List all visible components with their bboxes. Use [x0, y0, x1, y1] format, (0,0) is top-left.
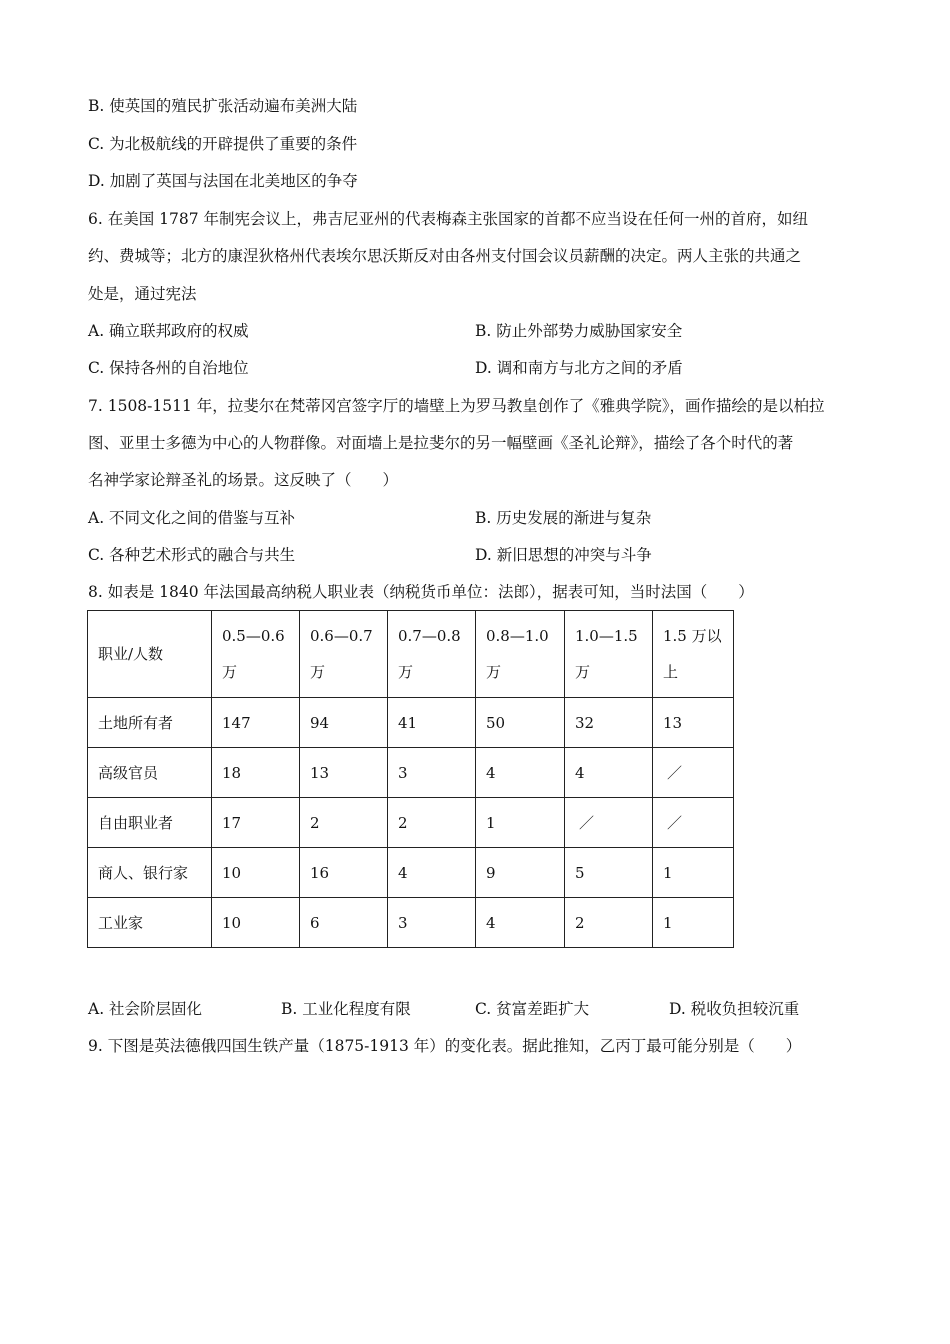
q7-options-row-2 [88, 545, 848, 565]
header-cell: 0.7—0.8 万 [388, 611, 476, 698]
q7-options-row-1 [88, 508, 848, 528]
q7-stem-line-2: 图、亚里士多德为中心的人物群像。对面墙上是拉斐尔的另一幅壁画《圣礼论辩》，描绘了各个时代的著 [88, 434, 794, 452]
table-cell: 工业家 [88, 898, 212, 948]
table-cell: 4 [565, 748, 653, 798]
q6-option-a: A. 确立联邦政府的权威 [88, 322, 249, 340]
table-header-row [88, 611, 734, 698]
table-cell: ／ [653, 748, 734, 798]
table-cell: ／ [565, 798, 653, 848]
table-cell: ／ [653, 798, 734, 848]
q7-stem-line-3: 名神学家论辩圣礼的场景。这反映了（ ） [88, 471, 399, 489]
q9-stem: 9. 下图是英法德俄四国生铁产量（1875-1913 年）的变化表。据此推知，乙丙丁最可能分别是（ ） [88, 1037, 802, 1055]
table-cell: 9 [476, 848, 565, 898]
q8-option-c: C. 贫富差距扩大 [475, 1000, 590, 1018]
table-cell: 1 [653, 848, 734, 898]
q6-options-row-2 [88, 358, 848, 378]
table-cell: 10 [212, 848, 300, 898]
table-cell: 16 [300, 848, 388, 898]
header-cell: 1.0—1.5 万 [565, 611, 653, 698]
table-cell: 17 [212, 798, 300, 848]
table-cell: 13 [653, 698, 734, 748]
header-cell: 1.5 万以上 [653, 611, 734, 698]
q8-option-a: A. 社会阶层固化 [88, 1000, 203, 1018]
table-cell: 2 [388, 798, 476, 848]
q8-options-row [88, 999, 848, 1019]
table-row [88, 698, 734, 748]
table-cell: 41 [388, 698, 476, 748]
table-cell: 5 [565, 848, 653, 898]
table-cell: 4 [476, 898, 565, 948]
table-cell: 94 [300, 698, 388, 748]
q8-option-b: B. 工业化程度有限 [281, 1000, 411, 1018]
q8-tax-table [87, 610, 734, 948]
q8-option-d: D. 税收负担较沉重 [669, 1000, 800, 1018]
q7-option-a: A. 不同文化之间的借鉴与互补 [88, 509, 296, 527]
q7-stem-line-1: 7. 1508-1511 年，拉斐尔在梵蒂冈宫签字厅的墙壁上为罗马教皇创作了《雅典学院》，画作描绘的是以柏拉 [88, 397, 825, 415]
table-cell: 2 [565, 898, 653, 948]
table-row [88, 748, 734, 798]
q6-options-row-1 [88, 321, 848, 341]
table-cell: 土地所有者 [88, 698, 212, 748]
q5-option-c: C. 为北极航线的开辟提供了重要的条件 [88, 135, 358, 153]
header-cell: 0.8—1.0 万 [476, 611, 565, 698]
table-cell: 高级官员 [88, 748, 212, 798]
q6-option-b: B. 防止外部势力威胁国家安全 [475, 322, 683, 340]
table-cell: 10 [212, 898, 300, 948]
q7-option-d: D. 新旧思想的冲突与斗争 [475, 546, 652, 564]
table-cell: 自由职业者 [88, 798, 212, 848]
table-cell: 1 [653, 898, 734, 948]
table-cell: 4 [388, 848, 476, 898]
q5-option-d: D. 加剧了英国与法国在北美地区的争夺 [88, 172, 358, 190]
table-row [88, 898, 734, 948]
table-cell: 2 [300, 798, 388, 848]
table-cell: 13 [300, 748, 388, 798]
header-cell: 0.6—0.7 万 [300, 611, 388, 698]
table-cell: 50 [476, 698, 565, 748]
q7-option-b: B. 历史发展的渐进与复杂 [475, 509, 652, 527]
q7-option-c: C. 各种艺术形式的融合与共生 [88, 546, 296, 564]
q6-stem-line-2: 约、费城等；北方的康涅狄格州代表埃尔思沃斯反对由各州支付国会议员薪酬的决定。两人主张的共通之 [88, 247, 802, 265]
q8-stem: 8. 如表是 1840 年法国最高纳税人职业表（纳税货币单位：法郎），据表可知，当时法国（ ） [88, 583, 754, 601]
q5-option-b: B. 使英国的殖民扩张活动遍布美洲大陆 [88, 97, 358, 115]
table-cell: 4 [476, 748, 565, 798]
table-cell: 147 [212, 698, 300, 748]
q6-stem-line-1: 6. 在美国 1787 年制宪会议上，弗吉尼亚州的代表梅森主张国家的首都不应当设在任何一州的首府，如纽 [88, 210, 809, 228]
table-row [88, 848, 734, 898]
table-cell: 32 [565, 698, 653, 748]
table-cell: 3 [388, 748, 476, 798]
table-cell: 1 [476, 798, 565, 848]
table-cell: 6 [300, 898, 388, 948]
header-cell: 职业/人数 [88, 611, 212, 698]
q6-option-c: C. 保持各州的自治地位 [88, 359, 249, 377]
table-cell: 3 [388, 898, 476, 948]
table-cell: 商人、银行家 [88, 848, 212, 898]
header-cell: 0.5—0.6 万 [212, 611, 300, 698]
table-row [88, 798, 734, 848]
q6-stem-line-3: 处是，通过宪法 [88, 285, 197, 303]
table-cell: 18 [212, 748, 300, 798]
q6-option-d: D. 调和南方与北方之间的矛盾 [475, 359, 683, 377]
